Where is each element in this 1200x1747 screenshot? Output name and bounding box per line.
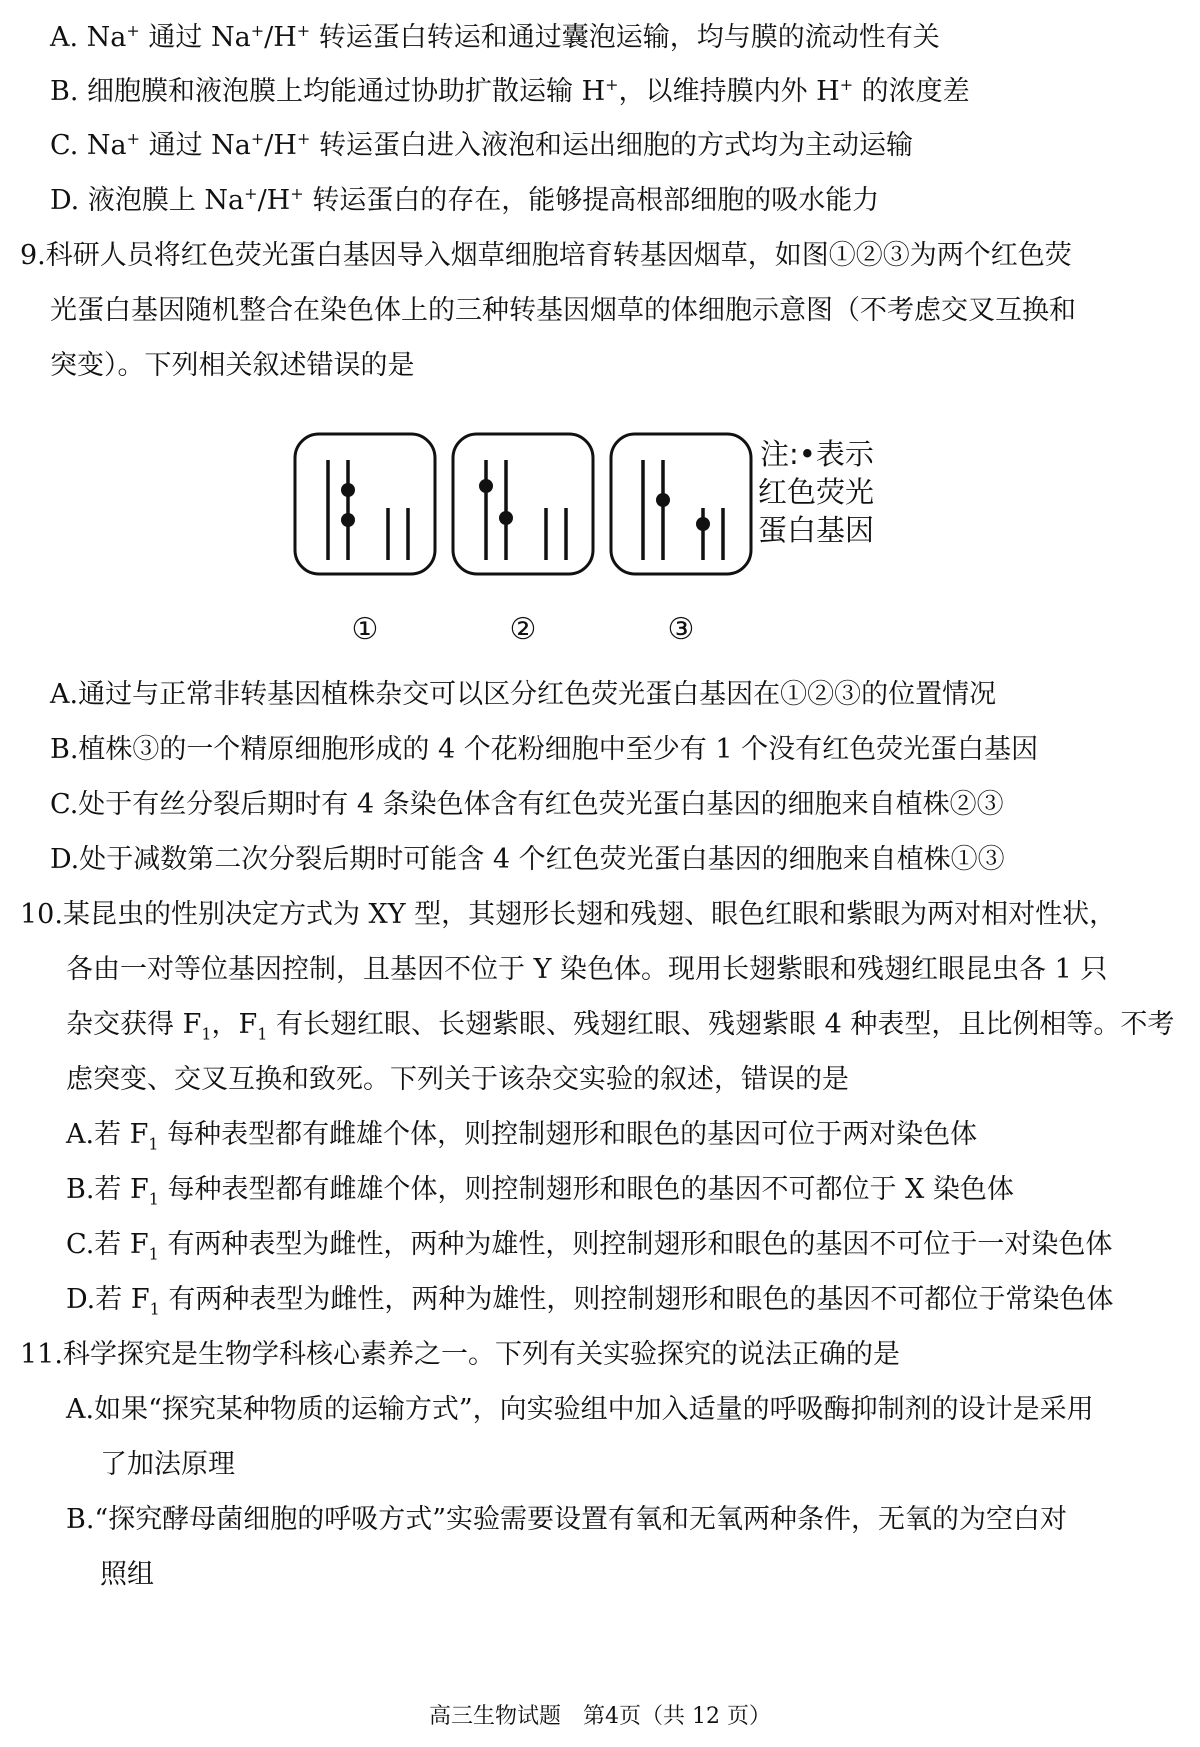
q10-stem-line-4: 虑突变、交叉互换和致死。下列关于该杂交实验的叙述，错误的是 <box>66 1064 849 1095</box>
q9-option-b: B.植株③的一个精原细胞形成的 4 个花粉细胞中至少有 1 个没有红色荧光蛋白基因 <box>50 734 1039 765</box>
q10-stem-line-2: 各由一对等位基因控制，且基因不位于 Y 染色体。现用长翅紫眼和残翅红眼昆虫各 1 只 <box>66 954 1108 985</box>
page-footer: 高三生物试题 第4页（共 12 页） <box>429 1704 771 1729</box>
q9-stem-line-2: 光蛋白基因随机整合在染色体上的三种转基因烟草的体细胞示意图（不考虑交叉互换和 <box>50 295 1076 326</box>
q11-option-b-line-1: B.“探究酵母菌细胞的呼吸方式”实验需要设置有氧和无氧两种条件，无氧的为空白对 <box>66 1504 1068 1535</box>
q10-option-d: D.若 $F_1$ 有两种表型为雌性，两种为雄性，则控制翅形和眼色的基因不可都位于常染色体 <box>66 1284 1114 1319</box>
q10-stem-line-3: 杂交获得 $F_1$，$F_1$ 有长翅红眼、长翅紫眼、残翅红眼、残翅紫眼 4 种表型，且比例相等。不考 <box>66 1009 1175 1044</box>
q11-option-b-line-2: 照组 <box>100 1559 154 1590</box>
chromosome-figure <box>290 428 950 650</box>
q9-stem-line-1: 9.科研人员将红色荧光蛋白基因导入烟草细胞培育转基因烟草，如图①②③为两个红色荧 <box>20 240 1072 271</box>
cell-diagram-3 <box>611 434 751 574</box>
q11-option-a-line-2: 了加法原理 <box>100 1449 235 1480</box>
figure-label-2: ② <box>509 612 537 647</box>
gene-dot <box>341 483 355 497</box>
q10-option-a: A.若 $F_1$ 每种表型都有雌雄个体，则控制翅形和眼色的基因可位于两对染色体 <box>66 1119 978 1154</box>
cell-diagram-1 <box>295 434 435 574</box>
q11-stem: 11.科学探究是生物学科核心素养之一。下列有关实验探究的说法正确的是 <box>20 1339 900 1370</box>
q9-stem-line-3: 突变）。下列相关叙述错误的是 <box>50 350 415 381</box>
gene-dot <box>341 513 355 527</box>
q11-option-a-line-1: A.如果“探究某种物质的运输方式”，向实验组中加入适量的呼吸酶抑制剂的设计是采用 <box>66 1394 1094 1425</box>
figure-note-line-3: 蛋白基因 <box>758 513 875 547</box>
figure-note-line-1: 注:•表示 <box>760 437 874 471</box>
q8-option-b: B. 细胞膜和液泡膜上均能通过协助扩散运输 H+，以维持膜内外 H+ 的浓度差 <box>50 75 970 107</box>
q10-option-c: C.若 $F_1$ 有两种表型为雌性，两种为雄性，则控制翅形和眼色的基因不可位于一对染色体 <box>66 1229 1113 1264</box>
figure-label-1: ① <box>351 612 379 647</box>
q8-option-c: C. Na+ 通过 Na+/H+ 转运蛋白进入液泡和运出细胞的方式均为主动运输 <box>50 129 913 161</box>
cell-diagram-2 <box>453 434 593 574</box>
gene-dot <box>656 493 670 507</box>
q10-stem-line-1: 10.某昆虫的性别决定方式为 XY 型，其翅形长翅和残翅、眼色红眼和紫眼为两对相对性状， <box>20 899 1117 930</box>
gene-dot <box>499 511 513 525</box>
q9-option-a: A.通过与正常非转基因植株杂交可以区分红色荧光蛋白基因在①②③的位置情况 <box>50 679 997 710</box>
figure-note-line-2: 红色荧光 <box>758 475 875 509</box>
q8-option-a: A. Na+ 通过 Na+/H+ 转运蛋白转运和通过囊泡运输，均与膜的流动性有关 <box>50 21 940 53</box>
q9-option-d: D.处于减数第二次分裂后期时可能含 4 个红色荧光蛋白基因的细胞来自植株①③ <box>50 844 1005 875</box>
figure-label-3: ③ <box>667 612 695 647</box>
q10-option-b: B.若 $F_1$ 每种表型都有雌雄个体，则控制翅形和眼色的基因不可都位于 X 染色体 <box>66 1174 1014 1209</box>
q9-option-c: C.处于有丝分裂后期时有 4 条染色体含有红色荧光蛋白基因的细胞来自植株②③ <box>50 789 1004 820</box>
gene-dot <box>696 517 710 531</box>
q8-option-d: D. 液泡膜上 Na+/H+ 转运蛋白的存在，能够提高根部细胞的吸水能力 <box>50 184 880 216</box>
gene-dot <box>479 479 493 493</box>
